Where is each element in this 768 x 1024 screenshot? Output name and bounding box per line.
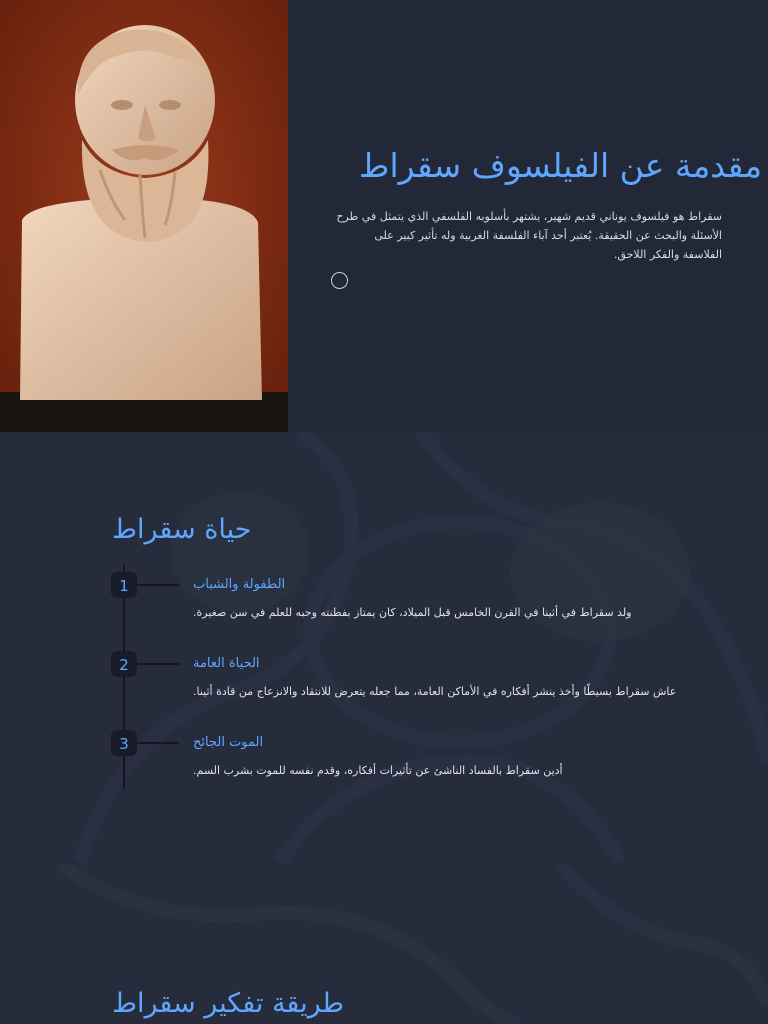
timeline-connector	[137, 584, 179, 586]
thinking-section	[0, 864, 768, 1024]
hero-section	[0, 0, 768, 432]
timeline-number-badge: 2	[111, 651, 137, 677]
timeline-item-text: عاش سقراط بسيطًا وأخذ ينشر أفكاره في الأماكن العامة، مما جعله يتعرض للانتقاد والانزعاج من قادة أثينا.	[193, 685, 677, 698]
background-sculpture-pattern	[0, 432, 768, 864]
timeline-number-badge: 1	[111, 572, 137, 598]
timeline-connector	[137, 663, 179, 665]
life-section	[0, 432, 768, 864]
intro-paragraph: سقراط هو فيلسوف يوناني قديم شهير، يشتهر بأسلوبه الفلسفي الذي يتمثل في طرح الأسئلة والبحث عن الحقيقة. يُعتبر أحد آباء الفلسفة الغربية وله تأثير كبير على الفلاسفة والفكر اللاحق.	[336, 210, 722, 261]
timeline-connector	[137, 742, 179, 744]
timeline-item-title: الموت الجائح	[193, 735, 264, 750]
timeline-item-text: أدين سقراط بالفساد الناشئ عن تأثيرات أفكاره، وقدم نفسه للموت بشرب السم.	[193, 764, 563, 777]
timeline-item-title: الطفولة والشباب	[193, 577, 286, 592]
timeline-number-badge: 3	[111, 730, 137, 756]
timeline-item	[0, 730, 768, 790]
timeline-item	[0, 651, 768, 711]
page-title: مقدمة عن الفيلسوف سقراط	[358, 146, 762, 185]
life-section-title: حياة سقراط	[112, 514, 252, 545]
thinking-section-title: طريقة تفكير سقراط	[112, 988, 344, 1019]
timeline-item-title: الحياة العامة	[193, 656, 260, 671]
socrates-bust-image	[0, 0, 288, 432]
circle-icon[interactable]	[331, 272, 348, 289]
timeline-item	[0, 572, 768, 632]
timeline-item-text: ولد سقراط في أثينا في القرن الخامس قبل الميلاد، كان يمتاز بفطنته وحبه للعلم في سن صغيرة.	[193, 606, 632, 619]
